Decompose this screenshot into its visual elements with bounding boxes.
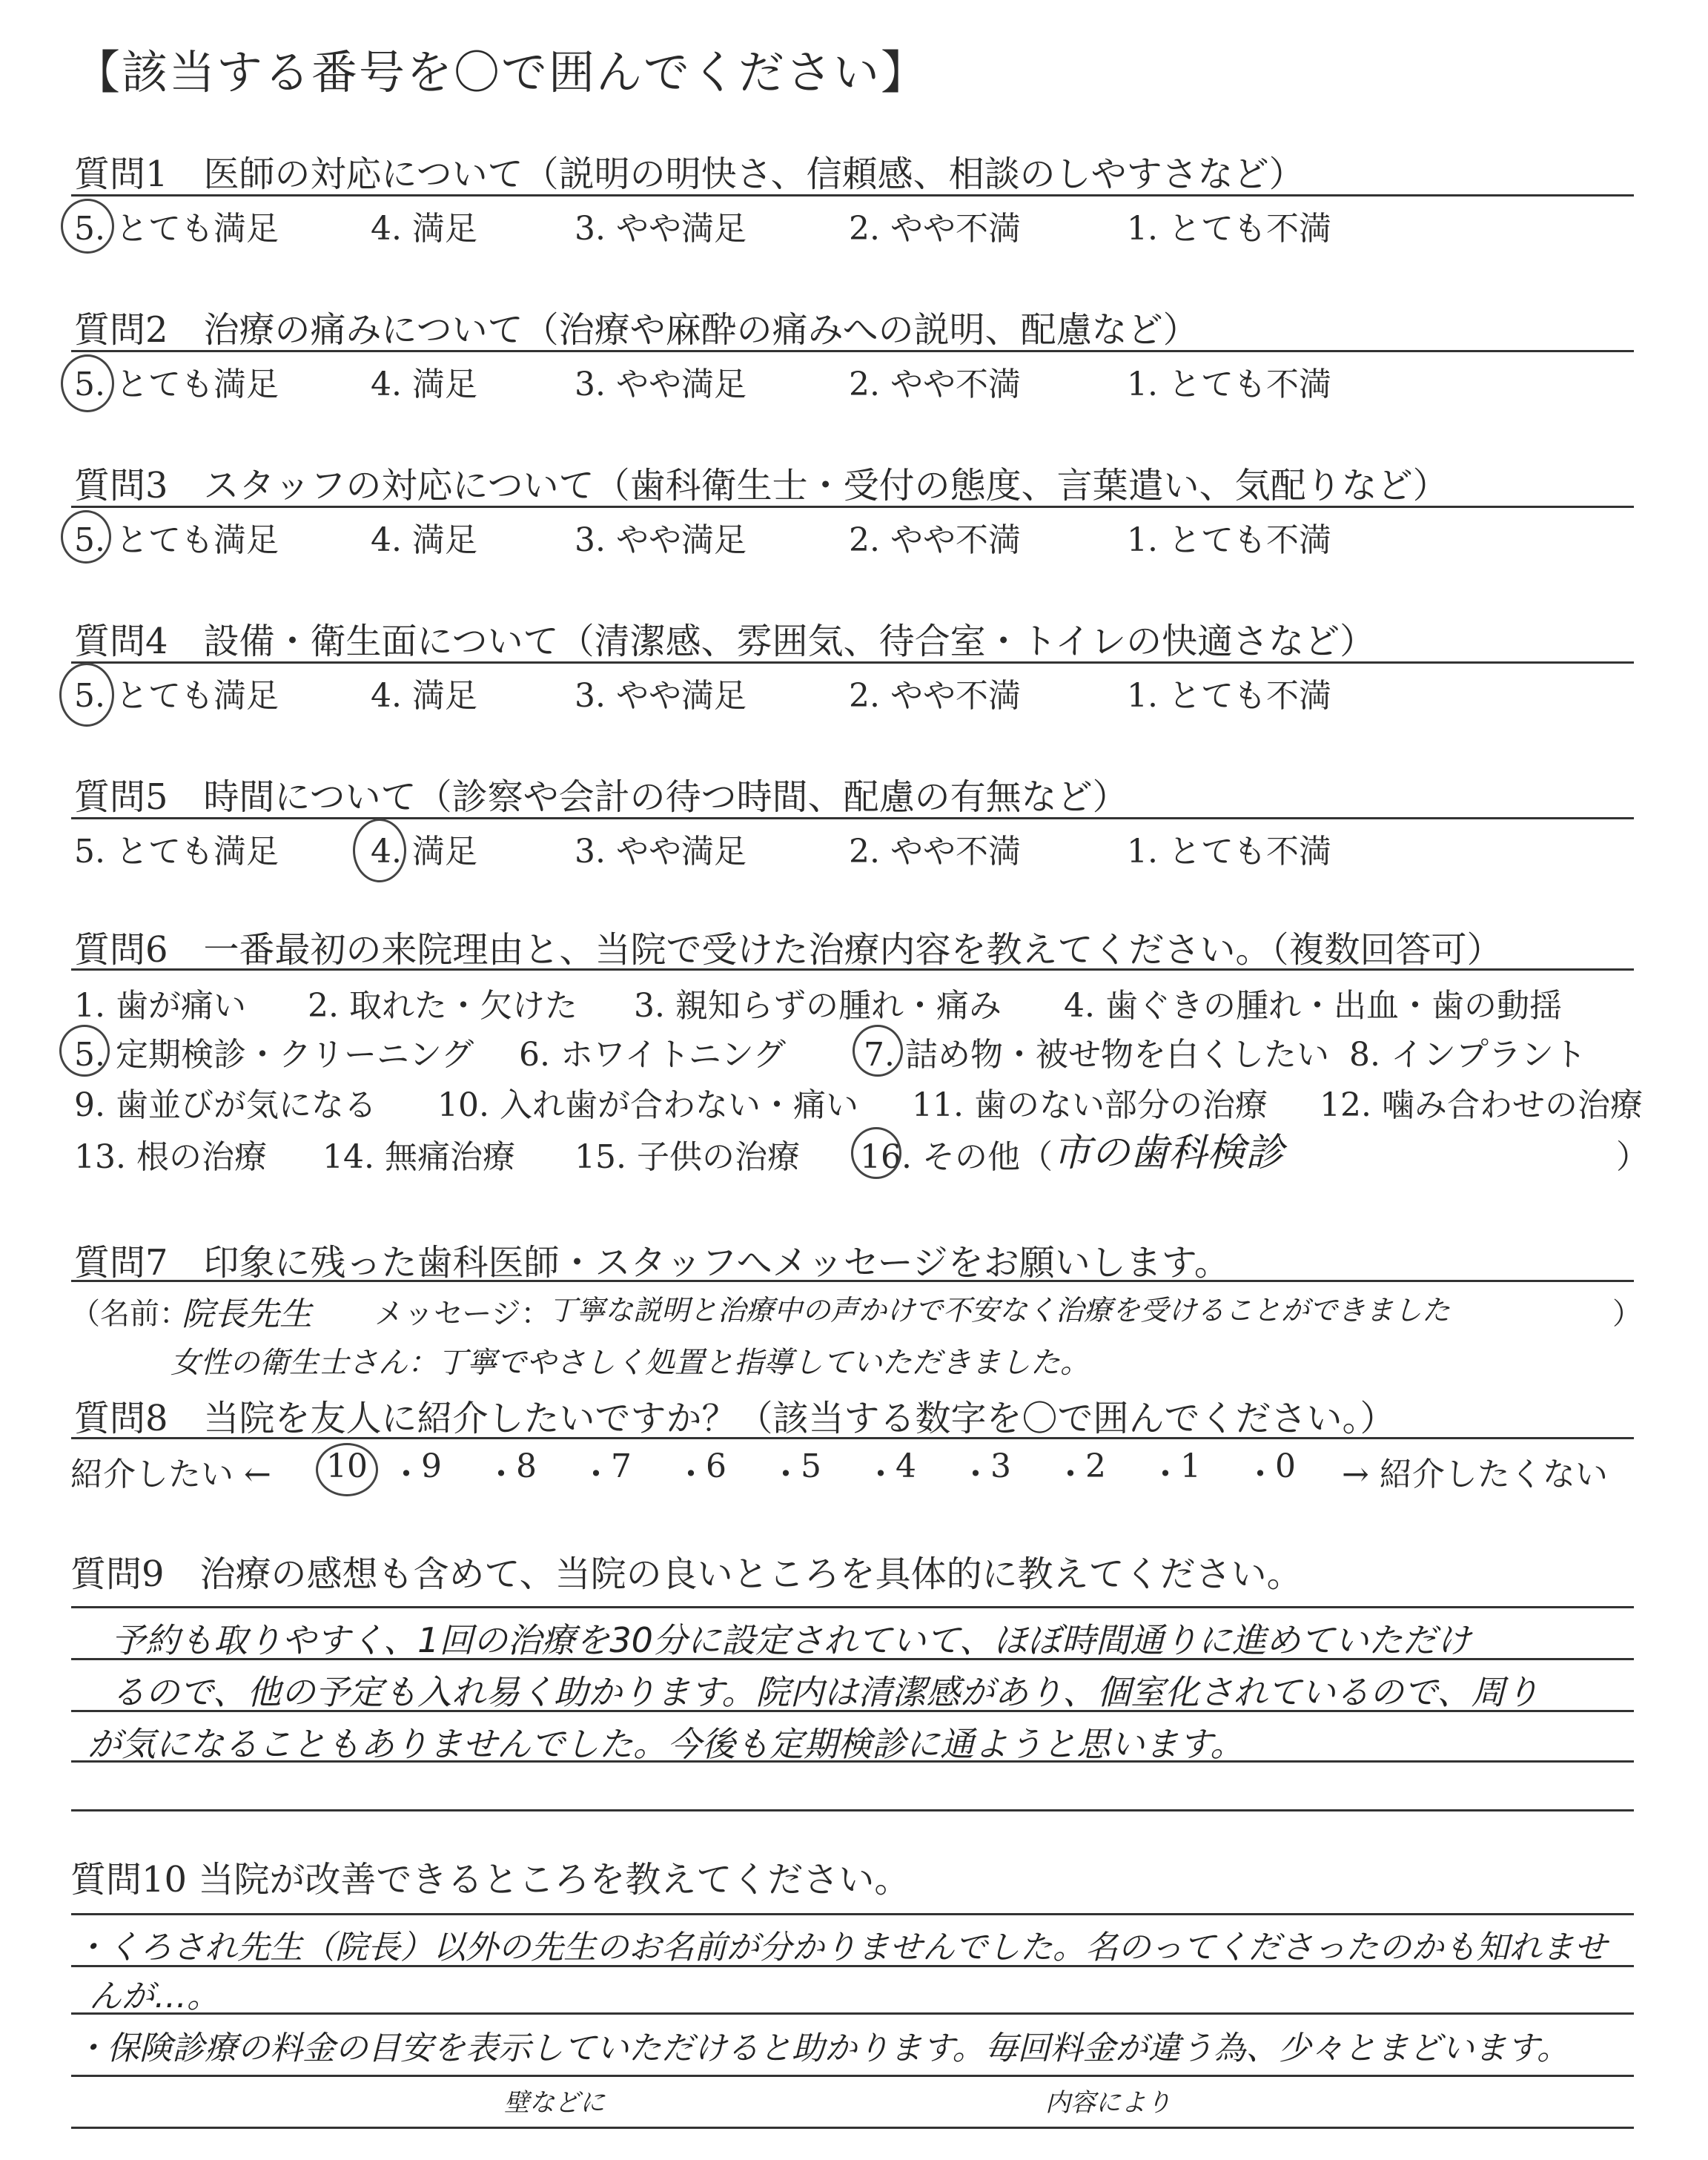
q8-scale-number[interactable]: 1	[1180, 1447, 1201, 1485]
q10-rule-2	[71, 1965, 1634, 1967]
q7-name-value: 院長先生	[182, 1295, 312, 1333]
q10-insert-note-1: 壁などに	[504, 2088, 605, 2118]
q8-scale-number[interactable]: 0	[1275, 1447, 1296, 1485]
q10-answer-line-2: んが…。	[89, 1978, 219, 2015]
q9-answer-line-3: が気になることもありませんでした。今後も定期検診に通ようと思います。	[87, 1724, 1245, 1764]
question-5-rule	[71, 817, 1634, 819]
question-8-text: 質問8 当院を友人に紹介したいですか？（該当する数字を〇で囲んでください。）	[74, 1398, 1396, 1439]
q8-scale-number[interactable]: 6	[706, 1447, 726, 1485]
q8-scale-separator: ・	[1244, 1456, 1277, 1493]
q2-option-3[interactable]: 3. やや満足	[575, 366, 747, 403]
question-10-text: 質問10 当院が改善できるところを教えてください。	[70, 1859, 910, 1900]
q6-option-16[interactable]: 16. その他（	[860, 1138, 1053, 1176]
q8-left-label: 紹介したい ←	[70, 1456, 271, 1493]
q10-answer-line-3: ・保険診療の料金の目安を表示していただけると助かります。毎回料金が違う為、少々とまどいます。	[74, 2029, 1569, 2067]
question-1-rule	[71, 194, 1634, 196]
question-2-text: 質問2 治療の痛みについて（治療や麻酔の痛みへの説明、配慮など）	[74, 309, 1199, 351]
q3-option-5[interactable]: 5. とても満足	[74, 521, 279, 559]
q4-option-4[interactable]: 4. 満足	[371, 677, 477, 715]
q6-other-answer: 市の歯科検診	[1053, 1131, 1285, 1175]
q4-option-1[interactable]: 1. とても不満	[1127, 677, 1331, 715]
q8-scale-number[interactable]: 8	[516, 1447, 537, 1485]
q3-option-1[interactable]: 1. とても不満	[1127, 521, 1331, 559]
q7-message-line-2: 女性の衛生士さん：丁寧でやさしく処置と指導していただきました。	[171, 1346, 1090, 1380]
q1-option-3[interactable]: 3. やや満足	[575, 210, 747, 248]
q5-selection-circle	[353, 819, 406, 882]
q6-selection-circle-16	[851, 1127, 901, 1179]
q4-option-2[interactable]: 2. やや不満	[849, 677, 1021, 715]
q3-option-2[interactable]: 2. やや不満	[849, 521, 1021, 559]
q3-option-3[interactable]: 3. やや満足	[575, 521, 747, 559]
q6-option-13[interactable]: 13. 根の治療	[74, 1138, 267, 1176]
q4-option-5[interactable]: 5. とても満足	[74, 677, 279, 715]
q5-option-5[interactable]: 5. とても満足	[74, 833, 279, 871]
q9-answer-line-2: るので、他の予定も入れ易く助かります。院内は清潔感があり、個室化されているので、周り	[111, 1672, 1540, 1712]
q1-selection-circle	[61, 199, 114, 254]
q8-scale-separator: ・	[1054, 1456, 1087, 1493]
q6-option-7[interactable]: 7. 詰め物・被せ物を白くしたい	[864, 1036, 1329, 1074]
q9-rule-5	[71, 1809, 1634, 1811]
question-9-text: 質問9 治療の感想も含めて、当院の良いところを具体的に教えてください。	[70, 1553, 1302, 1595]
q9-rule-1	[71, 1606, 1634, 1608]
q2-option-5[interactable]: 5. とても満足	[74, 366, 279, 403]
q6-option-5[interactable]: 5. 定期検診・クリーニング	[74, 1036, 474, 1074]
q8-scale-separator: ・	[1149, 1456, 1182, 1493]
q7-name-label: （名前：	[70, 1297, 189, 1331]
question-2-rule	[71, 350, 1634, 352]
q2-selection-circle	[61, 354, 114, 412]
q8-scale-number[interactable]: 2	[1085, 1447, 1106, 1485]
q8-scale-separator: ・	[485, 1456, 517, 1493]
q4-option-3[interactable]: 3. やや満足	[575, 677, 747, 715]
q8-scale-number[interactable]: 3	[990, 1447, 1011, 1485]
question-7-text: 質問7 印象に残った歯科医師・スタッフへメッセージをお願いします。	[74, 1242, 1230, 1284]
q10-rule-5	[71, 2127, 1634, 2129]
q1-option-5[interactable]: 5. とても満足	[74, 210, 279, 248]
q7-close-paren: ）	[1612, 1297, 1642, 1331]
q8-scale-separator: ・	[390, 1456, 423, 1493]
q6-option-14[interactable]: 14. 無痛治療	[322, 1138, 515, 1176]
question-3-text: 質問3 スタッフの対応について（歯科衛生士・受付の態度、言葉遣い、気配りなど）	[74, 465, 1449, 506]
page-title: 【該当する番号を〇で囲んでください】	[74, 45, 929, 99]
q6-option-12[interactable]: 12. 噛み合わせの治療	[1320, 1086, 1643, 1124]
q5-option-1[interactable]: 1. とても不満	[1127, 833, 1331, 871]
q10-answer-line-1: ・くろされ先生（院長）以外の先生のお名前が分かりませんでした。名のってくださったのかも知れませ	[74, 1929, 1607, 1966]
question-3-rule	[71, 506, 1634, 508]
q6-option-2[interactable]: 2. 取れた・欠けた	[308, 987, 577, 1025]
q8-scale-number[interactable]: 9	[421, 1447, 442, 1485]
q8-scale-separator: ・	[864, 1456, 897, 1493]
q2-option-1[interactable]: 1. とても不満	[1127, 366, 1331, 403]
q6-other-close-paren: ）	[1616, 1138, 1649, 1176]
q6-option-11[interactable]: 11. 歯のない部分の治療	[912, 1086, 1268, 1124]
question-5-text: 質問5 時間について（診察や会計の待つ時間、配慮の有無など）	[74, 776, 1128, 818]
q7-message-line-1: 丁寧な説明と治療中の声かけで不安なく治療を受けることができました	[549, 1294, 1451, 1327]
q9-rule-4	[71, 1760, 1634, 1763]
q6-option-1[interactable]: 1. 歯が痛い	[74, 987, 246, 1025]
question-1-text: 質問1 医師の対応について（説明の明快さ、信頼感、相談のしやすさなど）	[74, 153, 1305, 195]
q5-option-2[interactable]: 2. やや不満	[849, 833, 1021, 871]
question-6-rule	[71, 968, 1634, 971]
question-8-rule	[71, 1437, 1634, 1439]
q2-option-4[interactable]: 4. 満足	[371, 366, 477, 403]
q10-rule-4	[71, 2075, 1634, 2077]
q1-option-1[interactable]: 1. とても不満	[1127, 210, 1331, 248]
q6-option-8[interactable]: 8. インプラント	[1349, 1036, 1586, 1074]
q3-option-4[interactable]: 4. 満足	[371, 521, 477, 559]
q6-option-10[interactable]: 10. 入れ歯が合わない・痛い	[437, 1086, 858, 1124]
q8-selection-circle	[316, 1443, 378, 1496]
q6-option-3[interactable]: 3. 親知らずの腫れ・痛み	[634, 987, 1002, 1025]
q6-option-15[interactable]: 15. 子供の治療	[575, 1138, 800, 1176]
q4-selection-circle	[59, 663, 114, 727]
q8-right-label: → 紹介したくない	[1342, 1456, 1608, 1493]
q10-rule-1	[71, 1913, 1634, 1915]
q8-scale-separator: ・	[769, 1456, 802, 1493]
q2-option-2[interactable]: 2. やや不満	[849, 366, 1021, 403]
question-4-rule	[71, 661, 1634, 664]
q6-option-6[interactable]: 6. ホワイトニング	[519, 1036, 787, 1074]
q1-option-4[interactable]: 4. 満足	[371, 210, 477, 248]
q6-selection-circle-7	[853, 1025, 903, 1077]
q1-option-2[interactable]: 2. やや不満	[849, 210, 1021, 248]
q9-rule-3	[71, 1710, 1634, 1712]
q8-scale-separator: ・	[675, 1456, 707, 1493]
q6-option-4[interactable]: 4. 歯ぐきの腫れ・出血・歯の動揺	[1064, 987, 1562, 1025]
question-6-text: 質問6 一番最初の来院理由と、当院で受けた治療内容を教えてください。（複数回答可）	[74, 929, 1503, 971]
q6-option-9[interactable]: 9. 歯並びが気になる	[74, 1086, 377, 1124]
q8-scale-number[interactable]: 7	[611, 1447, 632, 1485]
q8-scale-separator: ・	[580, 1456, 612, 1493]
q7-message-label: メッセージ：	[374, 1297, 551, 1331]
q9-rule-2	[71, 1658, 1634, 1660]
q9-answer-line-1: 予約も取りやすく、1回の治療を30分に設定されていて、ほぼ時間通りに進めていただけ	[111, 1620, 1471, 1660]
question-4-text: 質問4 設備・衛生面について（清潔感、雰囲気、待合室・トイレの快適さなど）	[74, 621, 1376, 662]
q10-insert-note-2: 内容により	[1045, 2088, 1171, 2118]
q8-scale-number[interactable]: 4	[896, 1447, 916, 1485]
q8-scale-number[interactable]: 10	[326, 1447, 368, 1485]
q5-option-4[interactable]: 4. 満足	[371, 833, 477, 871]
q3-selection-circle	[61, 510, 111, 564]
q8-scale-number[interactable]: 5	[801, 1447, 821, 1485]
q10-rule-3	[71, 2012, 1634, 2015]
q6-selection-circle-5	[59, 1025, 110, 1077]
question-7-rule	[71, 1280, 1634, 1282]
q5-option-3[interactable]: 3. やや満足	[575, 833, 747, 871]
q8-scale-separator: ・	[959, 1456, 992, 1493]
